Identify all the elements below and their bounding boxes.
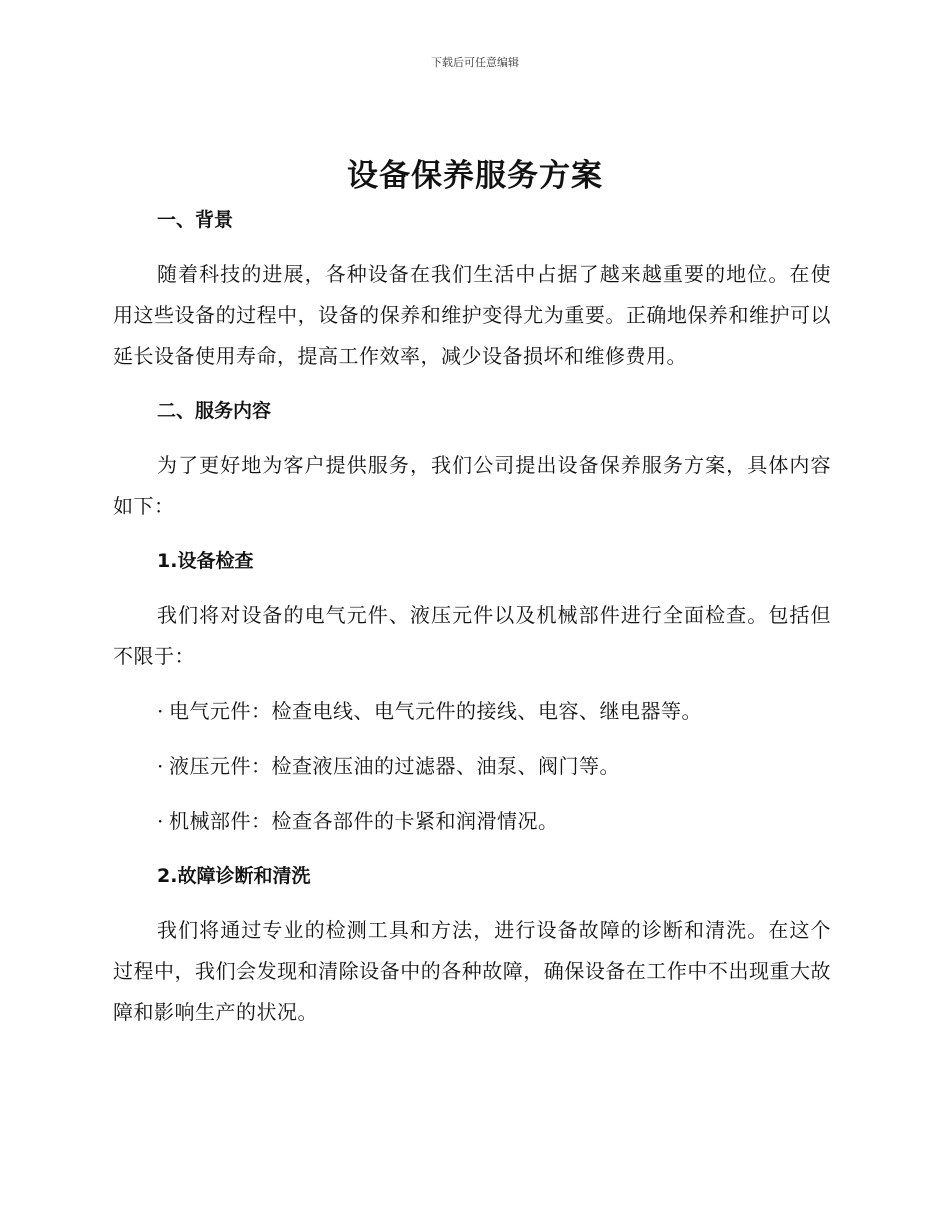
background-paragraph: 随着科技的进展，各种设备在我们生活中占据了越来越重要的地位。在使用这些设备的过程中，设备的保养和维护变得尤为重要。正确地保养和维护可以延长设备使用寿命，提高工作效率，减少设备损坏和维修费用。: [113, 262, 831, 368]
inspection-paragraph: 我们将对设备的电气元件、液压元件以及机械部件进行全面检查。包括但不限于：: [113, 603, 831, 668]
list-item: [113, 691, 831, 732]
bullet-text-hydraulic: 液压元件：检查液压油的过滤器、油泵、阀门等。: [169, 754, 620, 778]
bullet-dot: ·: [157, 809, 164, 833]
subsection-heading-diagnosis: 2.故障诊断和清洗: [157, 865, 311, 887]
bullet-dot: ·: [157, 754, 164, 778]
subsection-heading-inspection: 1.设备检查: [157, 550, 254, 572]
header-note: 下载后可任意编辑: [431, 56, 519, 69]
list-item: [113, 746, 831, 787]
document-title: 设备保养服务方案: [347, 158, 603, 194]
list-item: [113, 801, 831, 842]
bullet-dot: ·: [157, 699, 164, 723]
bullet-text-mechanical: 机械部件：检查各部件的卡紧和润滑情况。: [169, 809, 559, 833]
section-heading-background: 一、背景: [157, 209, 234, 231]
bullet-text-electrical: 电气元件：检查电线、电气元件的接线、电容、继电器等。: [169, 699, 702, 723]
diagnosis-paragraph: 我们将通过专业的检测工具和方法，进行设备故障的诊断和清洗。在这个过程中，我们会发现和清除设备中的各种故障，确保设备在工作中不出现重大故障和影响生产的状况。: [113, 918, 831, 1024]
section-heading-service: 二、服务内容: [157, 400, 272, 422]
document-body: [113, 200, 831, 1033]
service-intro-paragraph: 为了更好地为客户提供服务，我们公司提出设备保养服务方案，具体内容如下：: [113, 453, 831, 518]
